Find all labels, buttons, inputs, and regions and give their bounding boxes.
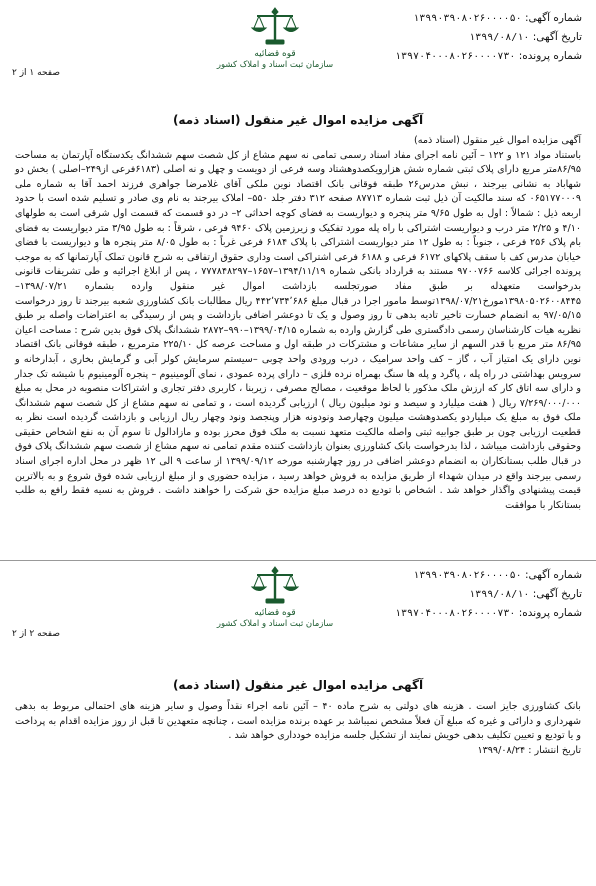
scales-emblem-icon — [249, 6, 301, 48]
notice-date-row: تاریخ آگهی: ۱۳۹۹/۰۸/۱۰ — [469, 31, 582, 43]
divider — [0, 560, 596, 561]
notice-meta-1 — [395, 9, 582, 66]
page-number: صفحه ۱ از ۲ — [12, 68, 60, 78]
judiciary-logo — [215, 6, 335, 71]
publish-date: تاریخ انتشار : ۱۳۹۹/۰۸/۲۴ — [477, 744, 581, 756]
logo-title: قوه قضائیه — [254, 608, 296, 618]
notice-title: آگهی مزایده اموال غیر منقول (اسناد ذمه) — [172, 678, 424, 692]
case-number-row: شماره پرونده: ۱۳۹۷۰۴۰۰۰۸۰۲۶۰۰۰۰۷۳۰ — [394, 50, 582, 62]
logo-subtitle: سازمان ثبت اسناد و املاک کشور — [216, 60, 334, 70]
notice-number-row: شماره آگهی: ۱۳۹۹۰۳۹۰۸۰۲۶۰۰۰۰۵۰ — [413, 569, 582, 581]
notice-paragraph: باستناد مواد ۱۲۱ و ۱۲۲ – آئین نامه اجرای مفاد اسناد رسمی تمامی نه سهم مشاع از کل شصت سهم ششدانگ یکدستگاه آپارتمان به مساحت ۸۶/۹۵متر مربع دارای پلاک ثبتی شماره شش هزارویکصدوهشتاد وسه فرعی از دویست و چهل و نه اصلی (۶۱۸۳فرعی از۲۴۹–اصلی ) بخش دو شهاباد به نشانی بیرجند ، نبش مدرس۲۶ طبقه فوقانی بانک اقتصاد نوین ملکی آقای غلامرضا جواهری فرزند احمد آقا به شماره ملی ۰۶۵۱۷۷۰۰۰۹ که سند مالکیت آن ذیل ثبت شماره ۸۷۷۱۳ صفحه ۳۱۲ دفتر جلد ۵۵۰– املاک بیرجند به نام وی صادر و تسلیم شده است با حدود اربعه ذیل : شمالاً : اول به طول ۹/۶۵ متر پنجره و دیواریست به فضای کوچه احداثی ۲– در دو قسمت که قسمت اول شرقی است به طولهای ۴/۱۰ و ۲/۲۵ متر درب و دیواریست اشتراکی با راه پله مورد تفکیک و زیرزمین پلاک ۹۴۶۰ فرعی ، شرقاً : به طول ۳/۹۵ متر دیواریست به فضای بام پلاک ۲۵۶ فرعی ، جنوباً : به طول ۱۲ متر دیواریست اشتراکی با پلاک ۶۱۸۴ فرعی غرباً : به طول ۸/۰۵ متر پنجره ها و دیواریست با فضای خیابان مدرس کف با سقف پلاکهای ۶۱۷۲ فرعی و ۶۱۸۸ فرعی اشتراکی است وداری حقوق ارتفاقی به شرح قانون تملک آپارتمانها که به موجب پرونده اجرائی کلاسه ۹۷۰۰۷۶۶ مستند به قرارداد بانکی شماره ۱۳۹۴/۱۱/۱۹–۱۶۵۷–۷۷۷۸۴۸۲۹۷ ، پس از ابلاغ اجرائیه و طی تشریفات قانونی بدرخواست متعهدله بر طبق مفاد صورتجلسه بازداشت اموال غیر منقول وارده بشماره ۱۳۹۸/۰۷/۲۱–۱۳۹۸۰۵۰۲۶۰۰۸۴۴۵مورخ۱۳۹۸/۰۷/۲۱توسط مامور اجرا در قبال مبلغ ۴۴۲٬۷۳۴٬۶۸۶ ریال مطالبات بانک کشاورزی شعبه بیرجند تا روز درخواست ۹۷/۰۵/۱۵ به انضمام خسارت تاخیر تادیه بدهی تا روز وصول و یک تا دوعشر اضافی بازداشت و پس از رسیدگی به اعتراضات واصله بر طبق نظریه هیات کارشناسان رسمی دادگستری طی گزارش وارده به شماره ۱۳۹۹/۰۴/۱۵–۹۹۰–۲۸۷۲ ششدانگ پلاک فوق بدین شرح : مساحت اعیان ۸۶/۹۵ متر مربع با قدر السهم از سایر مشاعات و مشترکات در طبقه اول و مساحت عرصه کل ۲۲۵/۱۰ مترمربع ، طبقه فوقانی بانک اقتصاد نوین دارای یک امتیاز آب ، گاز – کف واحد سرامیک ، درب ورودی واحد چوبی –سیستم سرمایش کولر آبی و گرمایش بخاری ، آبدارخانه و سرویس بهداشتی در راه پله ، پاگرد و پله ها سنگ بهمراه نرده فلزی – دارای پرده عمودی ، نمای آلومینیوم – پنجره آلومینیوم با شیشه تک جدار و دارای سه اتاق کار که ارزش ملک مذکور با لحاظ موقعیت ، مصالح مصرفی ، زیربنا ، کاربری دفتر تجاری و اشتراکات منصوبه در محل به مبلغ ۷/۲۶۹/۰۰۰/۰۰۰ ریال ( هفت میلیارد و سیصد و نود میلیون ریال ) ارزیابی گردیده است ، و تمامی نه سهم مشاع از کل شصت سهم ششدانگ ملک فوق به مبلغ یک میلیاردو یکصدوهشت میلیون وچهارصد ونودونه هزار وپنجصد ونود وچهار ریال ارزیابی و بازداشت گردیده است نظر به قطعیت ارزیابی چون بر طبق جوابیه ثبتی واصله مالکیت متعهد نسبت به ملک فوق محرز بوده و مازادالول تا سوم آن به نفع اشخاص حقیقی وحقوقی بازداشت میباشد ، لذا بدرخواست بانک کشاورزی بعنوان بازداشت کننده مقدم تمامی نه سهم مشاع از شصت سهم ششدانگ پلاک فوق در قبال طلب بستانکاران به انضمام دوعشر اضافی در روز چهارشنبه مورخه ۱۳۹۹/۰۹/۱۲ از ساعت ۹ الی ۱۲ ظهر در محل اداره اجرای اسناد رسمی بیرجند واقع در میدان شهداء از طریق مزایده به فروش خواهد رسید ، مزایده حضوری و از مبلغ ارزیابی شده فوق شروع و به بالاترین قیمت پیشنهادی واگذار خواهد شد . اشخاص با تودیع ده درصد مبلغ مزایده حق شرکت را خواهند داشت . فروش به نسیه فقط رافع به طلب بستانکار با موافقت — [15, 149, 582, 511]
logo-subtitle: سازمان ثبت اسناد و املاک کشور — [216, 619, 334, 629]
notice-body — [15, 134, 581, 513]
notice-paragraph: بانک کشاورزی جایز است . هزینه های دولتی به شرح ماده ۴۰ – آئین نامه اجراء نقداً وصول و سایر هزینه های احتمالی مربوط به بدهی شهرداری و دارائی و غیره که مبلغ آن فعلاً مشخص نمیباشد بر عهده برنده مزایده است ، چنانچه متعهدین تا قبل از روز مزایده اقدام به پرداخت و یا تودیع و تعیین تکلیف بدهی خویش نمایند از تشکیل جلسه مزایده خودداری خواهد شد . — [15, 701, 581, 742]
notice-title: آگهی مزایده اموال غیر منقول (اسناد ذمه) — [172, 113, 424, 127]
scales-emblem-icon — [249, 565, 301, 607]
notice-body — [15, 700, 581, 758]
notice-date-row: تاریخ آگهی: ۱۳۹۹/۰۸/۱۰ — [469, 588, 582, 600]
logo-title: قوه قضائیه — [254, 49, 296, 59]
case-number-row: شماره پرونده: ۱۳۹۷۰۴۰۰۰۸۰۲۶۰۰۰۰۷۳۰ — [394, 607, 582, 619]
notice-meta-2 — [395, 566, 582, 623]
judiciary-logo — [215, 565, 335, 630]
notice-number-row: شماره آگهی: ۱۳۹۹۰۳۹۰۸۰۲۶۰۰۰۰۵۰ — [413, 12, 582, 24]
notice-subtitle: آگهی مزایده اموال غیر منقول (اسناد ذمه) — [413, 135, 581, 146]
page-number: صفحه ۲ از ۲ — [12, 629, 60, 639]
